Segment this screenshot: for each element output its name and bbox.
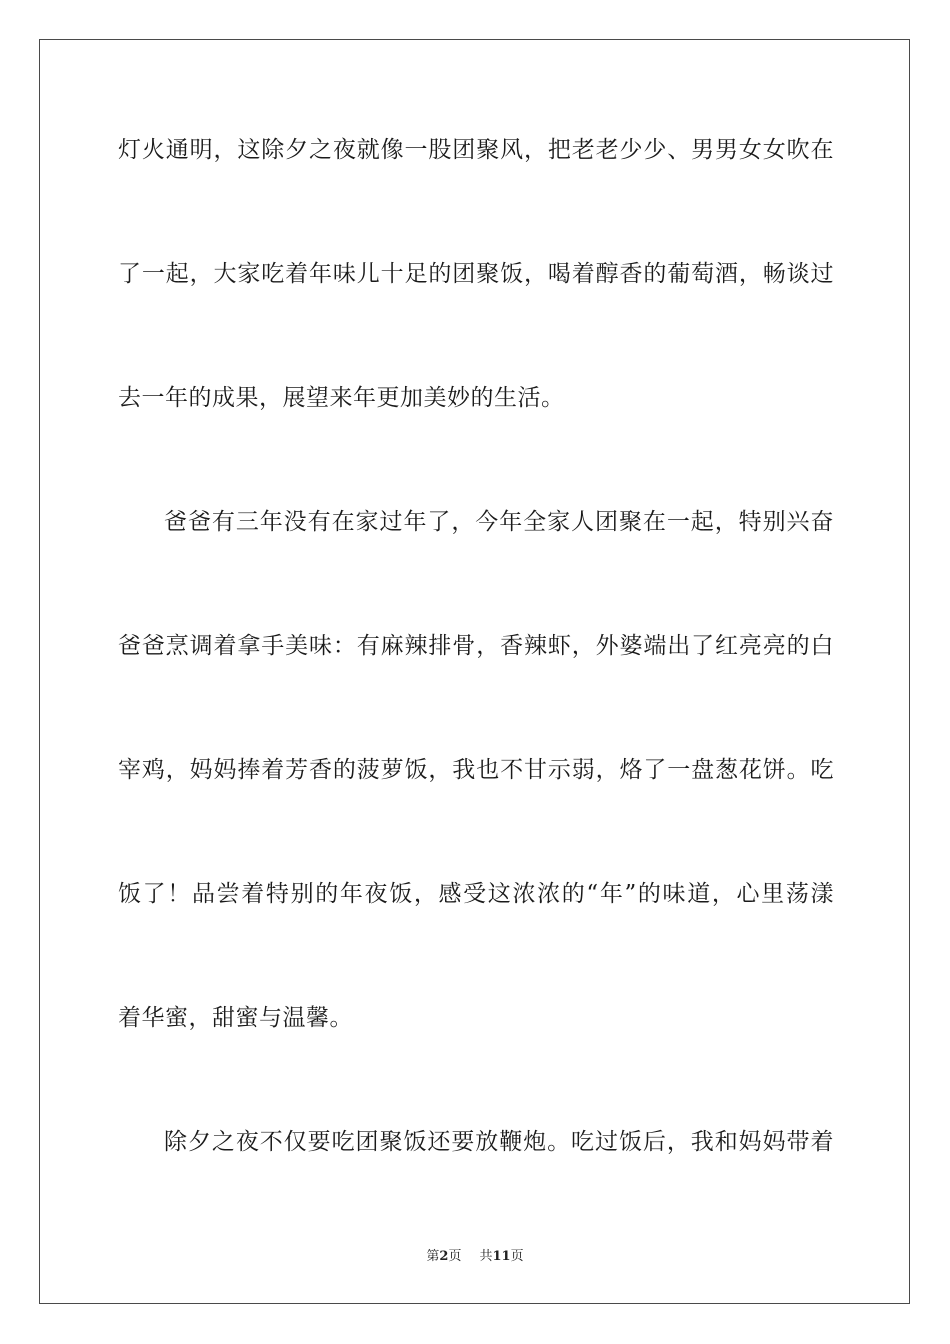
text-line-1: 灯火通明，这除夕之夜就像一股团聚风，把老老少少、男男女女吹在 — [118, 137, 834, 163]
page-footer — [0, 1245, 950, 1264]
text-line-6: 宰鸡，妈妈捧着芳香的菠萝饭，我也不甘示弱，烙了一盘葱花饼。吃 — [118, 757, 834, 783]
text-line-5: 爸爸烹调着拿手美味：有麻辣排骨，香辣虾，外婆端出了红亮亮的白 — [118, 633, 834, 659]
page-border — [39, 39, 910, 1304]
footer-total-number: 11 — [492, 1249, 511, 1264]
text-line-3: 去一年的成果，展望来年更加美妙的生活。 — [118, 385, 565, 411]
footer-total-prefix: 共 — [479, 1249, 493, 1264]
text-line-4: 爸爸有三年没有在家过年了，今年全家人团聚在一起，特别兴奋 — [164, 509, 834, 535]
text-line-8: 着华蜜，甜蜜与温馨。 — [118, 1005, 353, 1031]
footer-page-prefix: 第 — [426, 1249, 440, 1264]
footer-page-number: 2 — [439, 1249, 449, 1264]
footer-total-suffix: 页 — [510, 1249, 524, 1264]
text-line-7: 饭了！品尝着特别的年夜饭，感受这浓浓的“年”的味道，心里荡漾 — [118, 881, 834, 907]
text-line-2: 了一起，大家吃着年味儿十足的团聚饭，喝着醇香的葡萄酒，畅谈过 — [118, 261, 834, 287]
footer-page-suffix: 页 — [448, 1249, 462, 1264]
text-line-9: 除夕之夜不仅要吃团聚饭还要放鞭炮。吃过饭后，我和妈妈带着 — [164, 1129, 834, 1155]
